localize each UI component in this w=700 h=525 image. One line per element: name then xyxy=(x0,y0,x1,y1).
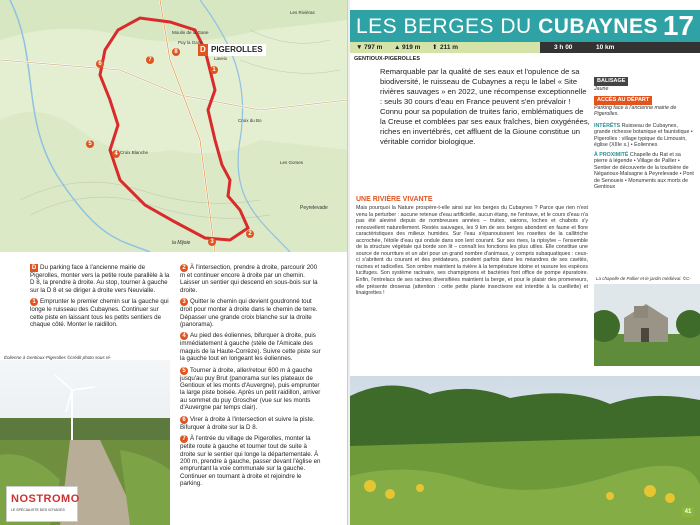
title-bold: CUBAYNES xyxy=(538,15,658,38)
step-text: Tourner à droite, aller/retour 600 m à gauche jusqu'au puy Brut (panorama sur les plateaux de Gentioux et les monts d'Auvergne), puis emprunter la large piste boisée. Après un petit raidillon, arriver au sommet du puy Groscher (vue sur les monts d'Auvergne par temps clair). xyxy=(180,366,321,412)
map-place: Croix du Bo xyxy=(238,118,262,123)
map-start-marker: D xyxy=(200,45,206,54)
step-text: Du parking face à l'ancienne mairie de Pigerolles, monter vers la petite route parallèle à la D 8, la prendre à droite. Au stop, tourner à gauche sur la D 8 et se diriger à droite vers Neuvialle. xyxy=(30,264,170,294)
publisher-logo xyxy=(6,486,78,522)
title-light: LES BERGES DU xyxy=(356,15,539,38)
interets-label: INTÉRÊTS xyxy=(594,122,621,129)
intro-paragraph: Remarquable par la qualité de ses eaux et l'opulence de sa biodiversité, le ruisseau de Cubaynes a reçu le label « Site rivières sauvages » en 2022, une récompense exceptionnelle : seuls 30 cours d'eau en France peuvent s'en prévaloir ! Connu pour sa population de truites fario, emblématiques de la Creuse et comblées par ses eaux fraîches, bien oxygénées, riches en invertébrés, cet affluent de la Gioune constitue un véritable corridor biologique. xyxy=(380,67,590,146)
map-waypoint-8: 8 xyxy=(172,48,180,56)
acces-value: Parking face à l'ancienne mairie de Pigerolles. xyxy=(594,104,677,117)
step-marker: D xyxy=(31,265,37,271)
map-place: Laveix xyxy=(214,56,228,61)
duration-distance-box xyxy=(540,42,700,53)
section-title: UNE RIVIÈRE VIVANTE xyxy=(356,196,433,203)
step-marker: 5 xyxy=(180,367,188,375)
direction-step-2 xyxy=(180,264,322,294)
direction-step-7 xyxy=(180,435,322,487)
map-place: Peyrelevade xyxy=(300,205,328,211)
location-subtitle: GENTIOUX-PIGEROLLES xyxy=(354,56,421,62)
balisage-heading: BALISAGE xyxy=(594,77,628,86)
direction-step-5 xyxy=(180,367,322,412)
stat-elev-min: 919 m xyxy=(402,44,421,51)
directions-column-2 xyxy=(180,264,322,492)
map-label-pigerolles: PIGEROLLES xyxy=(211,45,263,54)
stage-number: 17 xyxy=(662,10,694,41)
step-text: À l'entrée du village de Pigerolles, monter la petite route à gauche et tourner tout de suite à droite sur le sentier qui longe la départementale. À 200 m, prendre à gauche, passer devant l'église en empruntant la voie communale sur la gauche. Continuer en tournant à droite et rejoindre le parking. xyxy=(180,435,321,488)
map-waypoint-4: 4 xyxy=(112,150,120,158)
stat-distance: 10 km xyxy=(596,44,615,51)
peak-icon: ▲ xyxy=(394,44,401,51)
step-marker: 7 xyxy=(180,435,188,443)
logo-text: NOSTROMO xyxy=(11,493,80,505)
route-map xyxy=(0,0,348,252)
ascent-icon: ⬆ xyxy=(432,44,438,51)
wetland-photo xyxy=(350,376,700,525)
stats-bar xyxy=(350,42,700,53)
direction-step-4 xyxy=(180,332,322,362)
left-page xyxy=(0,0,348,525)
elevation-icon: ▼ xyxy=(356,44,363,51)
stat-elev-max: 797 m xyxy=(364,44,383,51)
logo-subtext: LE SPÉCIALISTE DES VOYAGES xyxy=(11,508,65,512)
step-text: Au pied des éoliennes, bifurquer à droite, puis immédiatement à gauche (stèle de l'Amicale des maquis de la Haute-Corrèze). Suivre cette piste sur la gauche tout en longeant les éoliennes. xyxy=(180,332,321,363)
proximite-label: À PROXIMITÉ xyxy=(594,151,629,158)
map-waypoint-6: 6 xyxy=(96,60,104,68)
map-place: la Mijoie xyxy=(172,240,191,246)
map-place: Croix Blanche xyxy=(120,150,149,155)
step-text: Emprunter le premier chemin sur la gauche qui longe le ruisseau des Cubaynes. Continuer sur cette piste en laissant tous les petits sentiers de chaque côté. Monter le raidillon. xyxy=(30,298,169,329)
body-text: Mais pourquoi la Nature prospère-t-elle ainsi sur les berges du Cubaynes ? Parce que rien n'est venu la perturber : aucune retenue d'eau artificielle, aucun étang, ne l'entrave, et le cours d'eau n'a pas été aleviné depuis de nombreuses années – truites, vairons, loches et chabots s'y renouvellent naturellement. Restés sauvages, les 9 km de ses berges abondent en faune et flore caractéristiques des milieux humides. Sur l'eau s'épanouissent les rosettes de la callitriche accrochée, l'étoile d'eau qui ondule dans son lent courant. Sur ses rives, la ripisylve – l'ensemble de la structure végétale qui borde son lit – connaît les fonctions les plus utiles. Elle constitue une source de nourriture et un abri pour un grand nombre d'animaux, y compris subaquatiques : ceux-ci s'abritent du courant et des prédateurs, pondent parfois dans les méandres de ses cavités, racines et radicelles. Son ombre maintient la rivière à la température idoine et rassure les espèces lucifuges. Son système racinaire, ses champignons et bactéries font office de pompe épuratoire. Enfin, l'entrelacs de ses racines diversifiées maintient la berge, et pour le plaisir des promeneurs, elle présente droseras (attention : cette petite plante insectivore est interdite à la cueillette) et linaigrettes ! xyxy=(356,205,588,297)
stat-duration: 3 h 00 xyxy=(554,44,573,51)
map-place: Moulin de la Gane xyxy=(172,30,209,35)
step-marker: 3 xyxy=(180,298,188,306)
map-graphic xyxy=(0,0,348,252)
photo-caption-chapel: La chapelle de Pallier et le jardin médiéval. ©C- xyxy=(596,276,691,281)
direction-step-1 xyxy=(30,298,170,328)
chapel-photo xyxy=(594,284,700,366)
step-text: Quitter le chemin qui devient goudronné tout droit pour monter à droite dans le chemin de terre. Dépasser une grande croix blanche sur la droite (panorama). xyxy=(180,298,318,329)
balisage-value: Jaune xyxy=(594,85,609,92)
map-waypoint-1: 1 xyxy=(210,66,218,74)
map-place: Puy la Gane xyxy=(178,40,203,45)
direction-step-start xyxy=(30,264,170,294)
direction-step-6 xyxy=(180,416,322,431)
map-waypoint-7: 7 xyxy=(146,56,154,64)
step-marker: 6 xyxy=(180,416,188,424)
stat-ascent: 211 m xyxy=(440,44,459,51)
page-title xyxy=(356,15,658,39)
step-marker: 1 xyxy=(30,298,38,306)
step-text: Virer à droite à l'intersection et suivre la piste. Bifurquer à droite sur la D 8. xyxy=(180,415,315,431)
page-number: 41 xyxy=(682,507,694,517)
info-sidebar xyxy=(594,73,694,191)
interets-value: Ruisseau de Cubaynes, grande richesse botanique et faunistique • Pigerolles : village typique du Limousin, église (XIIIe s.) • Éoliennes xyxy=(594,122,693,148)
right-page xyxy=(350,0,700,525)
map-waypoint-3: 3 xyxy=(208,238,216,246)
step-marker: 2 xyxy=(180,264,188,272)
step-marker: 4 xyxy=(180,332,188,340)
map-waypoint-2: 2 xyxy=(246,230,254,238)
photo-caption-turbine: Éolienne à Gentioux-Pigerolles ©crédit photo sous ré- xyxy=(4,355,112,360)
directions-column-1 xyxy=(30,264,170,332)
direction-step-3 xyxy=(180,298,322,328)
map-waypoint-5: 5 xyxy=(86,140,94,148)
step-text: À l'intersection, prendre à droite, parcourir 200 m et continuer encore à droite par un chemin. Laisser un sentier qui descend en sous-bois sur la droite. xyxy=(180,264,318,294)
proximite-value: Chapelle du Rat et sa pierre à légende • Village de Pallier • Sentier de découverte de la tourbière de Négarioux-Malsagne à Peyrelevade • Pont de Senoueix • Monuments aux morts de Gentioux xyxy=(594,151,694,190)
map-place: Les Rivièras xyxy=(290,10,315,15)
acces-heading: ACCÈS AU DÉPART xyxy=(594,96,652,105)
map-place: Les Gorses xyxy=(280,160,304,165)
title-bar xyxy=(350,10,700,42)
